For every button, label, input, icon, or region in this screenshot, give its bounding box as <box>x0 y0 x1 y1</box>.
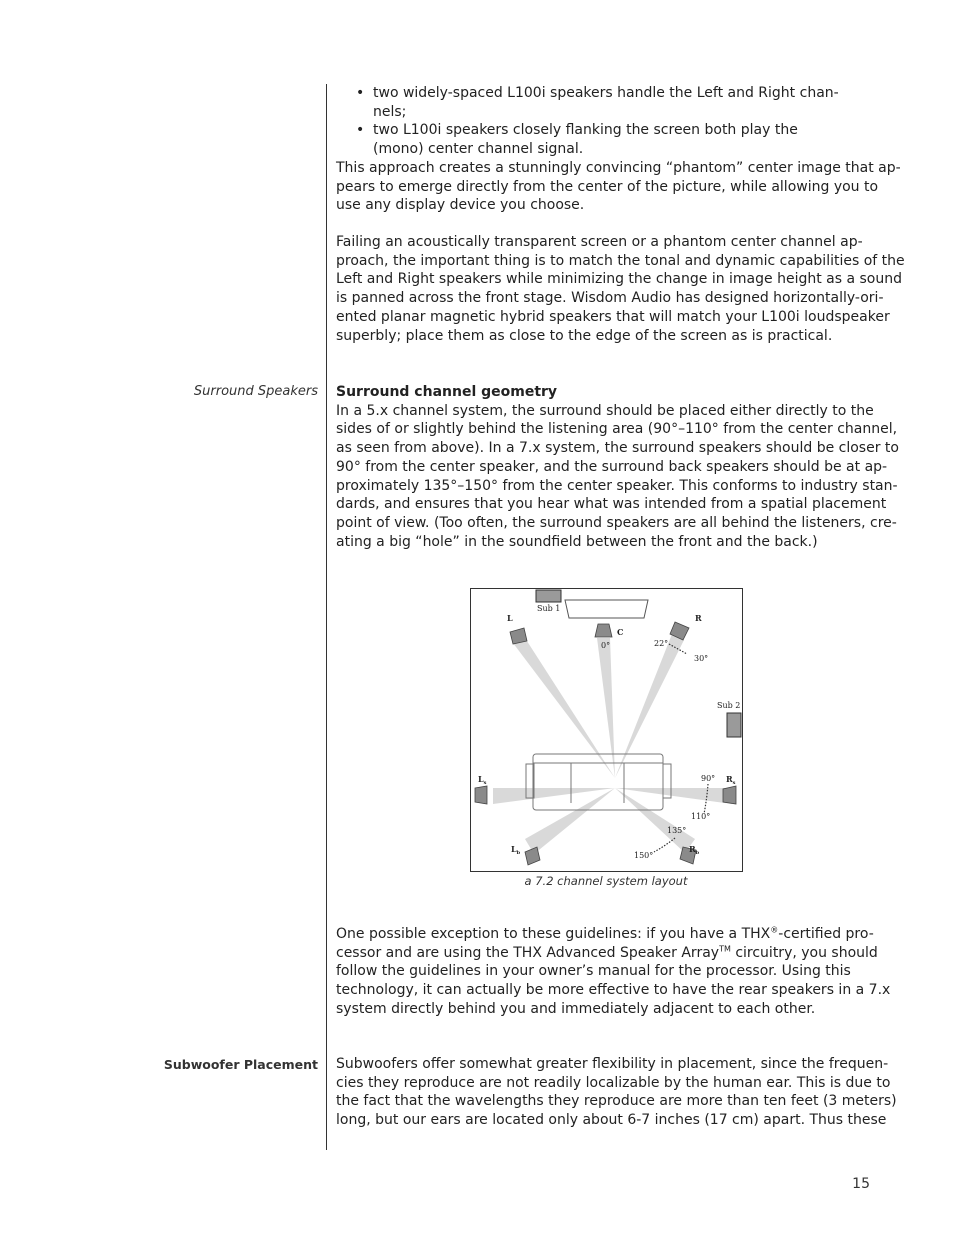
label-right-surround: $R_s$ <box>726 774 736 786</box>
bullet-marker: • <box>356 122 365 139</box>
label-22-degrees: 22° <box>654 639 669 648</box>
text-line: follow the guidelines in your owner’s manual for the processor. Using this <box>336 963 851 980</box>
text-line: superbly; place them as close to the edge of the screen as is practical. <box>336 327 833 344</box>
paragraph-front-stage <box>336 233 905 345</box>
label-left-back: $L_b$ <box>511 844 521 856</box>
trademark-mark: TM <box>719 944 731 954</box>
bullet-line: two L100i speakers closely flanking the screen both play the <box>373 122 798 139</box>
speaker-layout-diagram <box>470 588 744 874</box>
text-line: 90° from the center speaker, and the surround back speakers should be at ap- <box>336 458 888 475</box>
label-90-degrees: 90° <box>701 774 716 783</box>
text-line: dards, and ensures that you hear what was intended from a spatial placement <box>336 496 887 513</box>
label-150-degrees: 150° <box>634 851 654 860</box>
label-left-surround: $L_s$ <box>478 774 487 786</box>
label-sub-1: Sub 1 <box>537 604 561 613</box>
text-line: proach, the important thing is to match the tonal and dynamic capabilities of the <box>336 252 905 269</box>
intro-section <box>336 84 901 215</box>
registered-mark: ® <box>770 925 779 935</box>
label-110-degrees: 110° <box>691 812 711 821</box>
column-divider <box>326 84 327 1150</box>
text-line: Left and Right speakers while minimizing the change in image height as a sound <box>336 271 903 288</box>
text-line: Subwoofers offer somewhat greater flexibility in placement, since the frequen- <box>336 1056 889 1072</box>
text-line: sides of or slightly behind the listening area (90°–110° from the center channel, <box>336 421 898 438</box>
text-line: system directly behind you and immediately adjacent to each other. <box>336 1000 816 1017</box>
surround-section <box>336 383 899 551</box>
diagram-caption: a 7.2 channel system layout <box>524 874 688 888</box>
text-line: Failing an acoustically transparent screen or a phantom center channel ap- <box>336 234 863 250</box>
speaker-right-surround <box>723 786 736 804</box>
bullet-item <box>336 84 870 121</box>
text-line: In a 5.x channel system, the surround should be placed either directly to the <box>336 402 874 419</box>
screen <box>565 600 648 618</box>
speaker-left-surround <box>475 786 487 804</box>
label-left: L <box>507 613 513 623</box>
subwoofer-2 <box>727 713 741 737</box>
text-line: technology, it can actually be more effective to have the rear speakers in a 7.x <box>336 982 891 999</box>
bullet-line: (mono) center channel signal. <box>373 141 584 158</box>
label-right-back: $R_b$ <box>689 844 700 856</box>
label-center: C <box>617 627 624 637</box>
paragraph-subwoofer <box>336 1055 897 1130</box>
text-line: cies they reproduce are not readily localizable by the human ear. This is due to <box>336 1074 891 1091</box>
text-line <box>336 944 878 963</box>
section-heading: Surround channel geometry <box>336 384 558 400</box>
page-number: 15 <box>852 1176 870 1192</box>
text-line: This approach creates a stunningly convincing “phantom” center image that ap- <box>336 159 901 176</box>
label-30-degrees: 30° <box>694 654 709 663</box>
text-line: long, but our ears are located only about 6-7 inches (17 cm) apart. Thus these <box>336 1112 887 1129</box>
side-label-surround-speakers: Surround Speakers <box>193 384 318 399</box>
label-0-degrees: 0° <box>601 641 611 650</box>
text-run: cessor and are using the THX Advanced Speaker Array <box>336 944 720 961</box>
text-line: ating a big “hole” in the soundfield between the front and the back.) <box>336 533 818 550</box>
text-line: pears to emerge directly from the center of the picture, while allowing you to <box>336 178 879 195</box>
label-135-degrees: 135° <box>667 826 687 835</box>
side-label-subwoofer-placement: Subwoofer Placement <box>163 1057 318 1072</box>
text-line: use any display device you choose. <box>336 197 585 214</box>
bullet-line: nels; <box>373 103 407 120</box>
text-run: circuitry, you should <box>730 944 878 961</box>
subwoofer-1 <box>536 590 561 602</box>
text-line: proximately 135°–150° from the center speaker. This conforms to industry stan- <box>336 477 898 494</box>
bullet-marker: • <box>356 85 365 101</box>
text-line: as seen from above). In a 7.x system, the surround speakers should be closer to <box>336 440 899 457</box>
speaker-center <box>595 624 612 637</box>
text-line: point of view. (Too often, the surround speakers are all behind the listeners, cre- <box>336 514 897 531</box>
text-run: -certified pro- <box>778 926 874 942</box>
bullet-line: two widely-spaced L100i speakers handle the Left and Right chan- <box>373 85 839 101</box>
text-run: One possible exception to these guidelines: if you have a THX <box>336 926 771 942</box>
text-line: the fact that the wavelengths they reproduce are more than ten feet (3 meters) <box>336 1093 897 1110</box>
bullet-item <box>336 121 870 158</box>
text-line: is panned across the front stage. Wisdom Audio has designed horizontally-ori- <box>336 290 884 307</box>
label-right: R <box>695 613 702 623</box>
text-line <box>336 925 874 944</box>
paragraph-thx <box>336 925 891 1019</box>
label-sub-2: Sub 2 <box>717 701 741 710</box>
paragraph-phantom-center <box>336 159 901 215</box>
text-line: ented planar magnetic hybrid speakers that will match your L100i loudspeaker <box>336 308 890 325</box>
